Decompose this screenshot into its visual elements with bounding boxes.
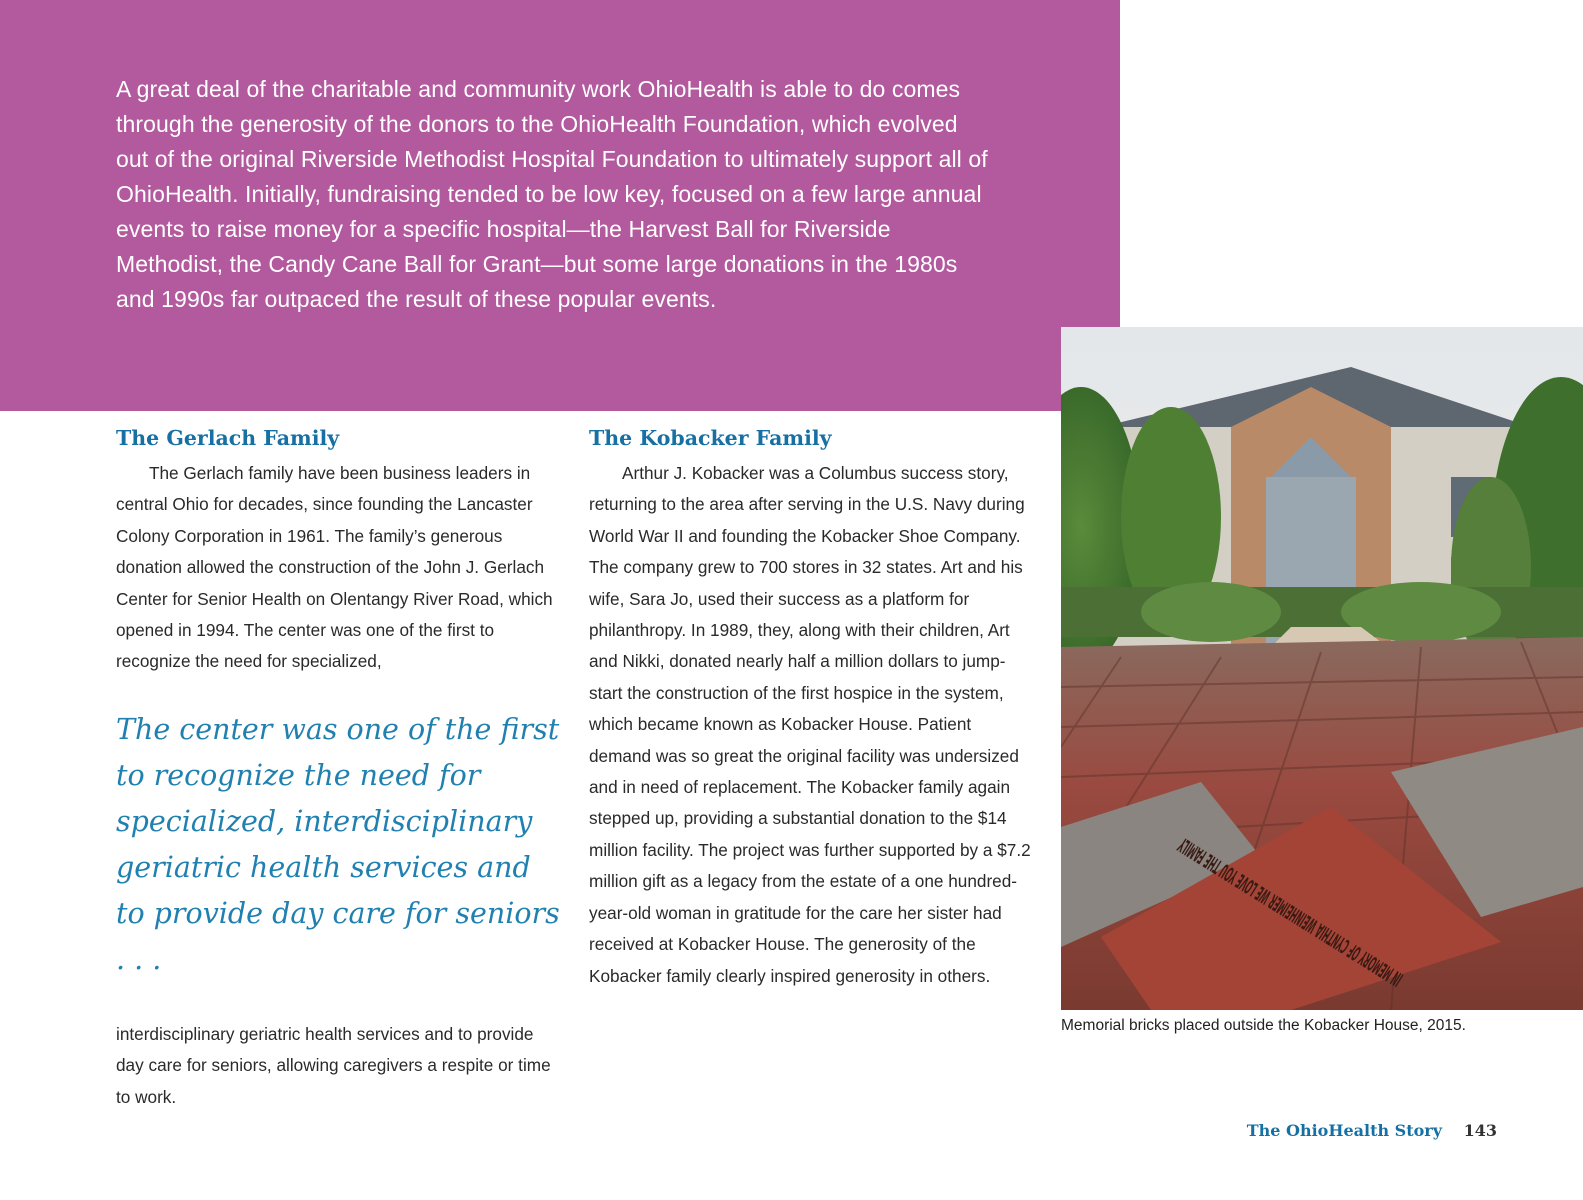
pull-quote: The center was one of the first to recognize the need for specialized, interdisciplinary geriatric health services and to provide day care for seniors . . . (116, 712, 560, 976)
intro-paragraph: A great deal of the charitable and community work OhioHealth is able to do comes through the generosity of the donors to the OhioHealth Foundation, which evolved out of the original Riverside Methodist Hospital Foundation to ultimately support all of OhioHealth. Initially, fundraising tended to be low key, focused on a few large annual events to raise money for a specific hospital—the Harvest Ball for Riverside Methodist, the Candy Cane Ball for Grant—but some large donations in the 1980s and 1990s far outpaced the result of these popular events. (116, 76, 988, 312)
kobacker-heading: The Kobacker Family (589, 426, 832, 450)
gerlach-paragraph-2: interdisciplinary geriatric health services and to provide day care for seniors, allowing caregivers a respite or time to work. (116, 1023, 551, 1107)
intro-banner (0, 0, 1120, 411)
kobacker-paragraph: Arthur J. Kobacker was a Columbus success story, returning to the area after serving in the U.S. Navy during World War II and founding the Kobacker Shoe Company. The company grew to 700 stores in 32 states. Art and his wife, Sara Jo, used their success as a platform for philanthropy. In 1989, they, along with their children, Art and Nikki, donated nearly half a million dollars to jump-start the construction of the first hospice in the system, which became known as Kobacker House. Patient demand was so great the original facility was undersized and in need of replacement. The Kobacker family again stepped up, providing a substantial donation to the $14 million facility. The project was further supported by a $7.2 million gift as a legacy from the estate of a one hundred-year-old woman in gratitude for the care her sister had received at Kobacker House. The generosity of the Kobacker family clearly inspired generosity in others. (589, 463, 1031, 986)
book-title: The OhioHealth Story (1246, 1121, 1443, 1140)
gerlach-paragraph-1: The Gerlach family have been business leaders in central Ohio for decades, since founding the Lancaster Colony Corporation in 1961. The family’s generous donation allowed the construction of the John J. Gerlach Center for Senior Health on Olentangy River Road, which opened in 1994. The center was one of the first to recognize the need for specialized, (116, 463, 553, 672)
kobacker-column (589, 422, 1034, 992)
gerlach-column (116, 422, 560, 1113)
memorial-bricks-photo (1061, 327, 1583, 1010)
page-footer (1247, 1120, 1497, 1142)
photo-caption: Memorial bricks placed outside the Kobacker House, 2015. (1061, 1017, 1466, 1034)
page-number: 143 (1463, 1121, 1497, 1140)
gerlach-heading: The Gerlach Family (116, 426, 340, 450)
